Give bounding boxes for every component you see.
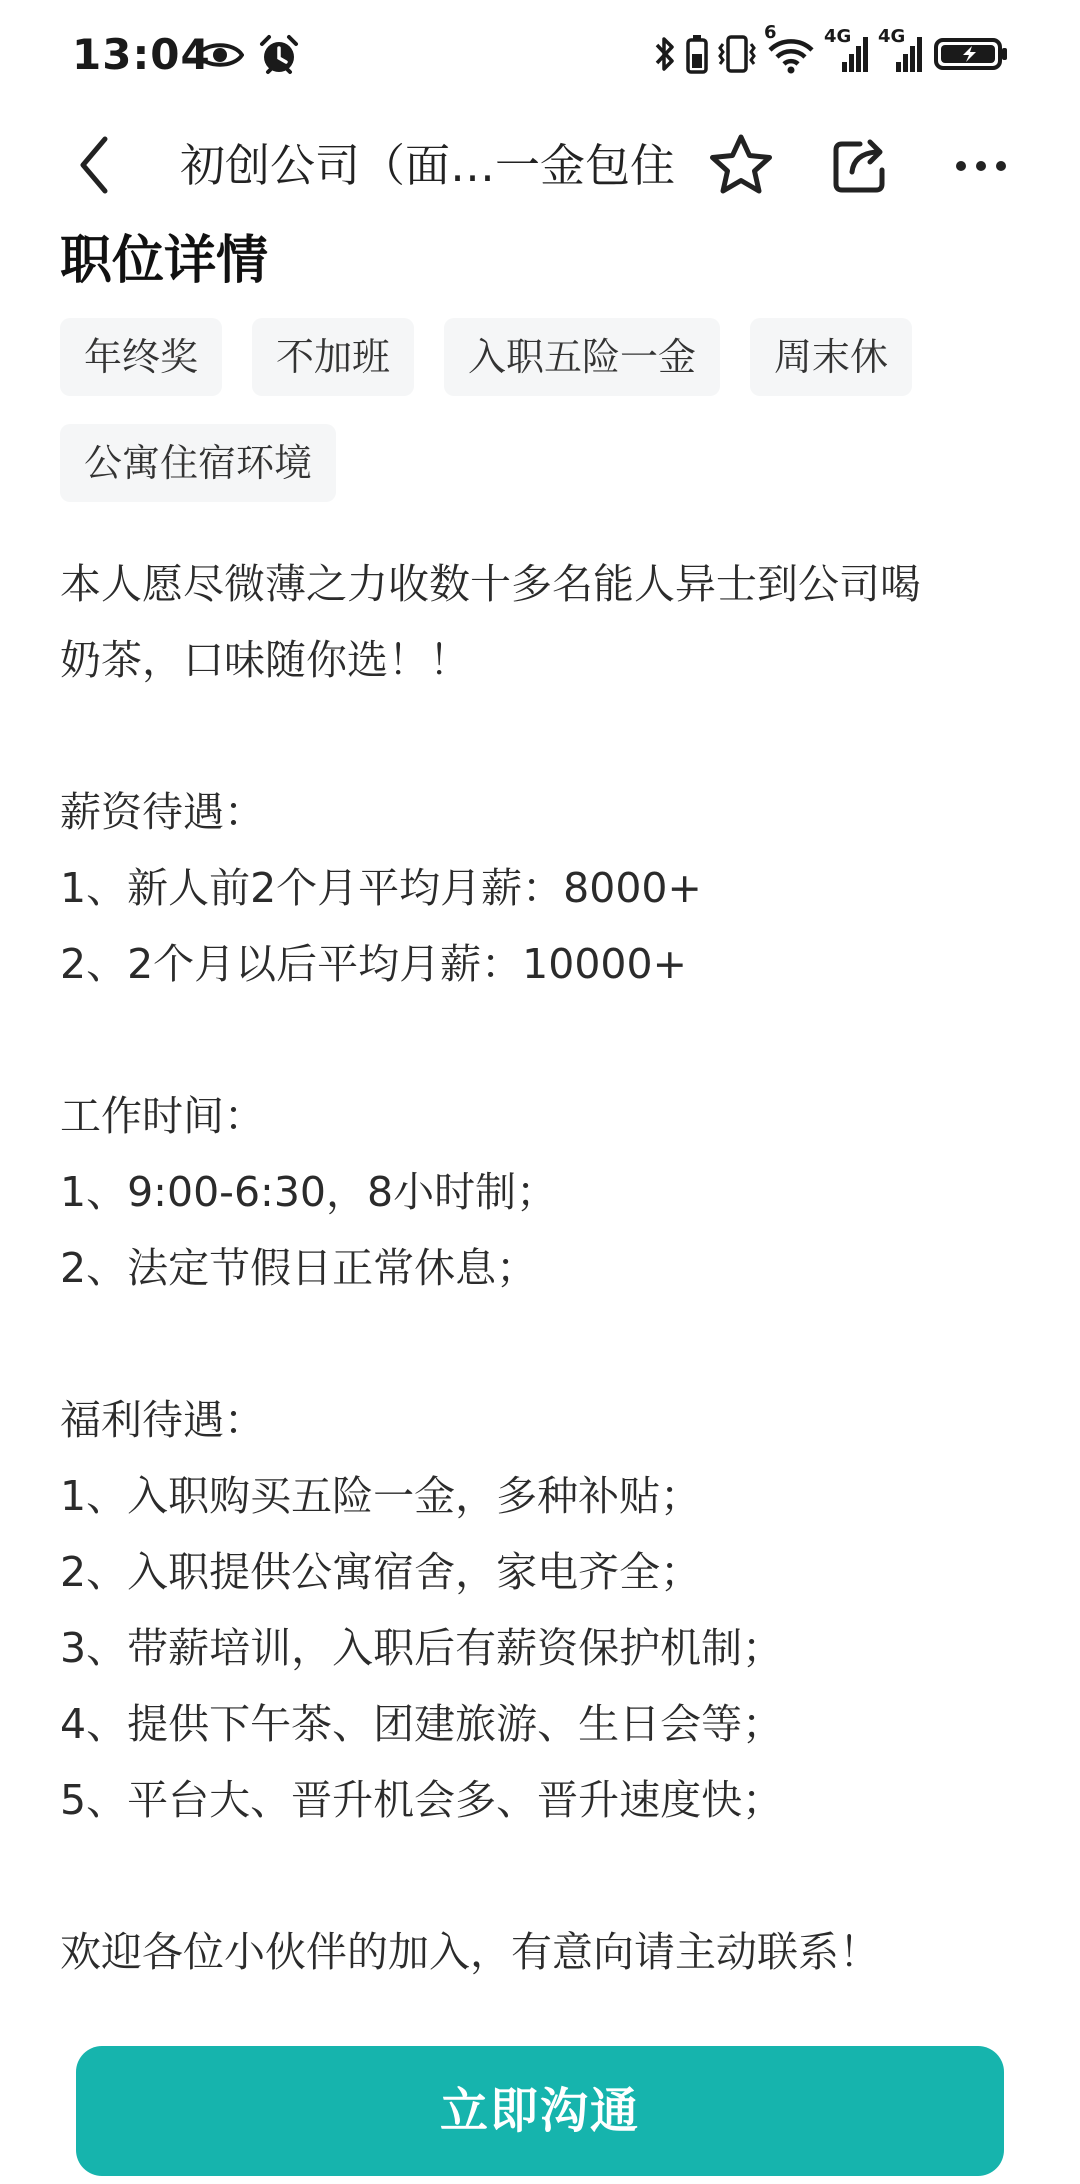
tag-item: 不加班 xyxy=(252,318,414,396)
wifi-badge: 6 xyxy=(764,22,777,43)
battery-charging-icon xyxy=(934,34,1010,74)
back-button[interactable] xyxy=(60,132,130,202)
spacer xyxy=(60,1002,1020,1078)
hours-item: 2、法定节假日正常休息； xyxy=(60,1244,538,1292)
share-button[interactable] xyxy=(824,130,898,204)
more-button[interactable] xyxy=(944,130,1018,204)
spacer xyxy=(60,1838,1020,1914)
tag-item: 入职五险一金 xyxy=(444,318,720,396)
favorite-button[interactable] xyxy=(704,130,778,204)
page-title: 初创公司（面…一金包住 xyxy=(180,139,676,192)
benefit-item: 1、入职购买五险一金，多种补贴； xyxy=(60,1472,702,1520)
share-icon xyxy=(830,134,892,200)
battery-saver-icon xyxy=(686,34,708,74)
job-description xyxy=(60,546,1020,1990)
bluetooth-icon xyxy=(654,34,676,74)
section-title: 职位详情 xyxy=(60,231,269,291)
chevron-left-icon xyxy=(75,135,115,199)
status-bar xyxy=(0,0,1080,118)
signal-2-label: 4G xyxy=(878,26,906,47)
spacer xyxy=(60,698,1020,774)
wifi-icon xyxy=(764,22,816,74)
benefit-item: 3、带薪培训，入职后有薪资保护机制； xyxy=(60,1624,784,1672)
benefit-item: 4、提供下午茶、团建旅游、生日会等； xyxy=(60,1700,784,1748)
salary-item: 2、2个月以后平均月薪：10000+ xyxy=(60,940,687,988)
more-icon xyxy=(955,158,1007,177)
contact-now-button[interactable]: 立即沟通 xyxy=(76,2046,1004,2176)
benefit-item: 2、入职提供公寓宿舍，家电齐全； xyxy=(60,1548,702,1596)
salary-heading: 薪资待遇： xyxy=(60,788,265,836)
closing-line: 欢迎各位小伙伴的加入，有意向请主动联系！ xyxy=(60,1928,880,1976)
status-left-icons xyxy=(196,34,300,76)
hours-item: 1、9:00-6:30，8小时制； xyxy=(60,1168,558,1216)
salary-item: 1、新人前2个月平均月薪：8000+ xyxy=(60,864,702,912)
tag-item: 年终奖 xyxy=(60,318,222,396)
eye-icon xyxy=(196,38,244,72)
signal-1-label: 4G xyxy=(824,26,852,47)
intro-line: 奶茶，口味随你选！！ xyxy=(60,636,470,684)
alarm-icon xyxy=(258,34,300,76)
status-right-icons xyxy=(654,22,1010,74)
tag-item: 周末休 xyxy=(750,318,912,396)
signal-4g-icon xyxy=(824,26,870,74)
signal-4g-icon xyxy=(878,26,924,74)
status-time: 13:04 xyxy=(72,30,211,79)
tag-item: 公寓住宿环境 xyxy=(60,424,336,502)
intro-line: 本人愿尽微薄之力收数十多名能人异士到公司喝 xyxy=(60,560,921,608)
star-icon xyxy=(708,133,774,201)
tag-list xyxy=(60,318,1020,502)
hours-heading: 工作时间： xyxy=(60,1092,265,1140)
benefits-heading: 福利待遇： xyxy=(60,1396,265,1444)
vibrate-icon xyxy=(718,34,756,74)
spacer xyxy=(60,1306,1020,1382)
nav-bar xyxy=(0,118,1080,214)
benefit-item: 5、平台大、晋升机会多、晋升速度快； xyxy=(60,1776,784,1824)
